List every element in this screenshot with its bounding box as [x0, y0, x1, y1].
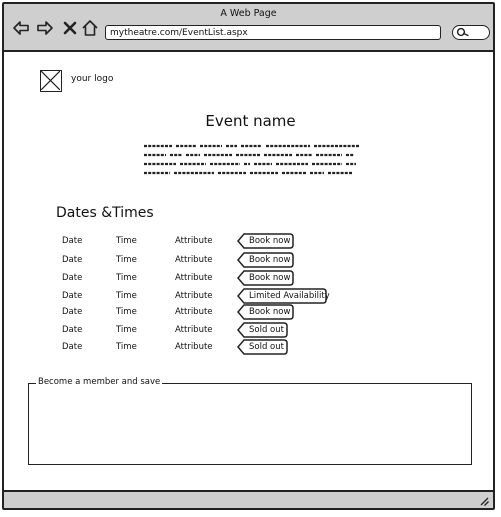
row-attribute: Attribute [175, 291, 213, 301]
member-panel-legend: Become a member and save [38, 377, 161, 387]
window-title: A Web Page [220, 8, 277, 19]
event-description-text [142, 140, 364, 184]
row-action-label: Sold out [249, 325, 284, 335]
forward-icon[interactable] [36, 19, 54, 37]
image-placeholder-icon [41, 71, 60, 90]
logo-placeholder [40, 70, 62, 92]
row-attribute: Attribute [175, 273, 213, 283]
row-date: Date [62, 307, 83, 317]
browser-title-bar [4, 4, 493, 52]
row-attribute: Attribute [175, 307, 213, 317]
row-date: Date [62, 255, 83, 265]
row-date: Date [62, 325, 83, 335]
row-time: Time [116, 342, 137, 352]
row-time: Time [116, 236, 137, 246]
row-attribute: Attribute [175, 255, 213, 265]
row-action-label: Book now [249, 307, 291, 317]
row-action-button[interactable] [237, 233, 294, 249]
row-attribute: Attribute [175, 236, 213, 246]
row-action-button[interactable] [237, 288, 330, 304]
member-signup-panel [28, 383, 472, 465]
row-date: Date [62, 273, 83, 283]
row-action-label: Book now [249, 236, 291, 246]
row-action-button[interactable] [237, 339, 288, 355]
row-action-label: Sold out [249, 342, 284, 352]
row-time: Time [116, 325, 137, 335]
close-icon[interactable] [61, 19, 79, 37]
row-action-label: Limited Availability [249, 291, 330, 301]
back-icon[interactable] [12, 19, 30, 37]
row-time: Time [116, 255, 137, 265]
row-date: Date [62, 342, 83, 352]
row-date: Date [62, 291, 83, 301]
row-action-label: Book now [249, 273, 291, 283]
home-icon[interactable] [81, 19, 99, 37]
row-time: Time [116, 291, 137, 301]
search-box[interactable] [452, 25, 490, 40]
row-date: Date [62, 236, 83, 246]
row-action-button[interactable] [237, 270, 294, 286]
row-action-label: Book now [249, 255, 291, 265]
logo-text: your logo [71, 74, 114, 84]
row-action-button[interactable] [237, 304, 294, 320]
resize-grip-icon[interactable] [479, 496, 489, 506]
row-attribute: Attribute [175, 342, 213, 352]
row-action-button[interactable] [237, 252, 294, 268]
row-attribute: Attribute [175, 325, 213, 335]
event-name-heading: Event name [205, 112, 296, 130]
row-action-button[interactable] [237, 322, 288, 338]
row-time: Time [116, 307, 137, 317]
status-bar [4, 490, 493, 508]
dates-times-heading: Dates &Times [56, 205, 154, 221]
row-time: Time [116, 273, 137, 283]
search-icon [456, 27, 470, 38]
address-bar[interactable]: mytheatre.com/EventList.aspx [105, 25, 441, 40]
